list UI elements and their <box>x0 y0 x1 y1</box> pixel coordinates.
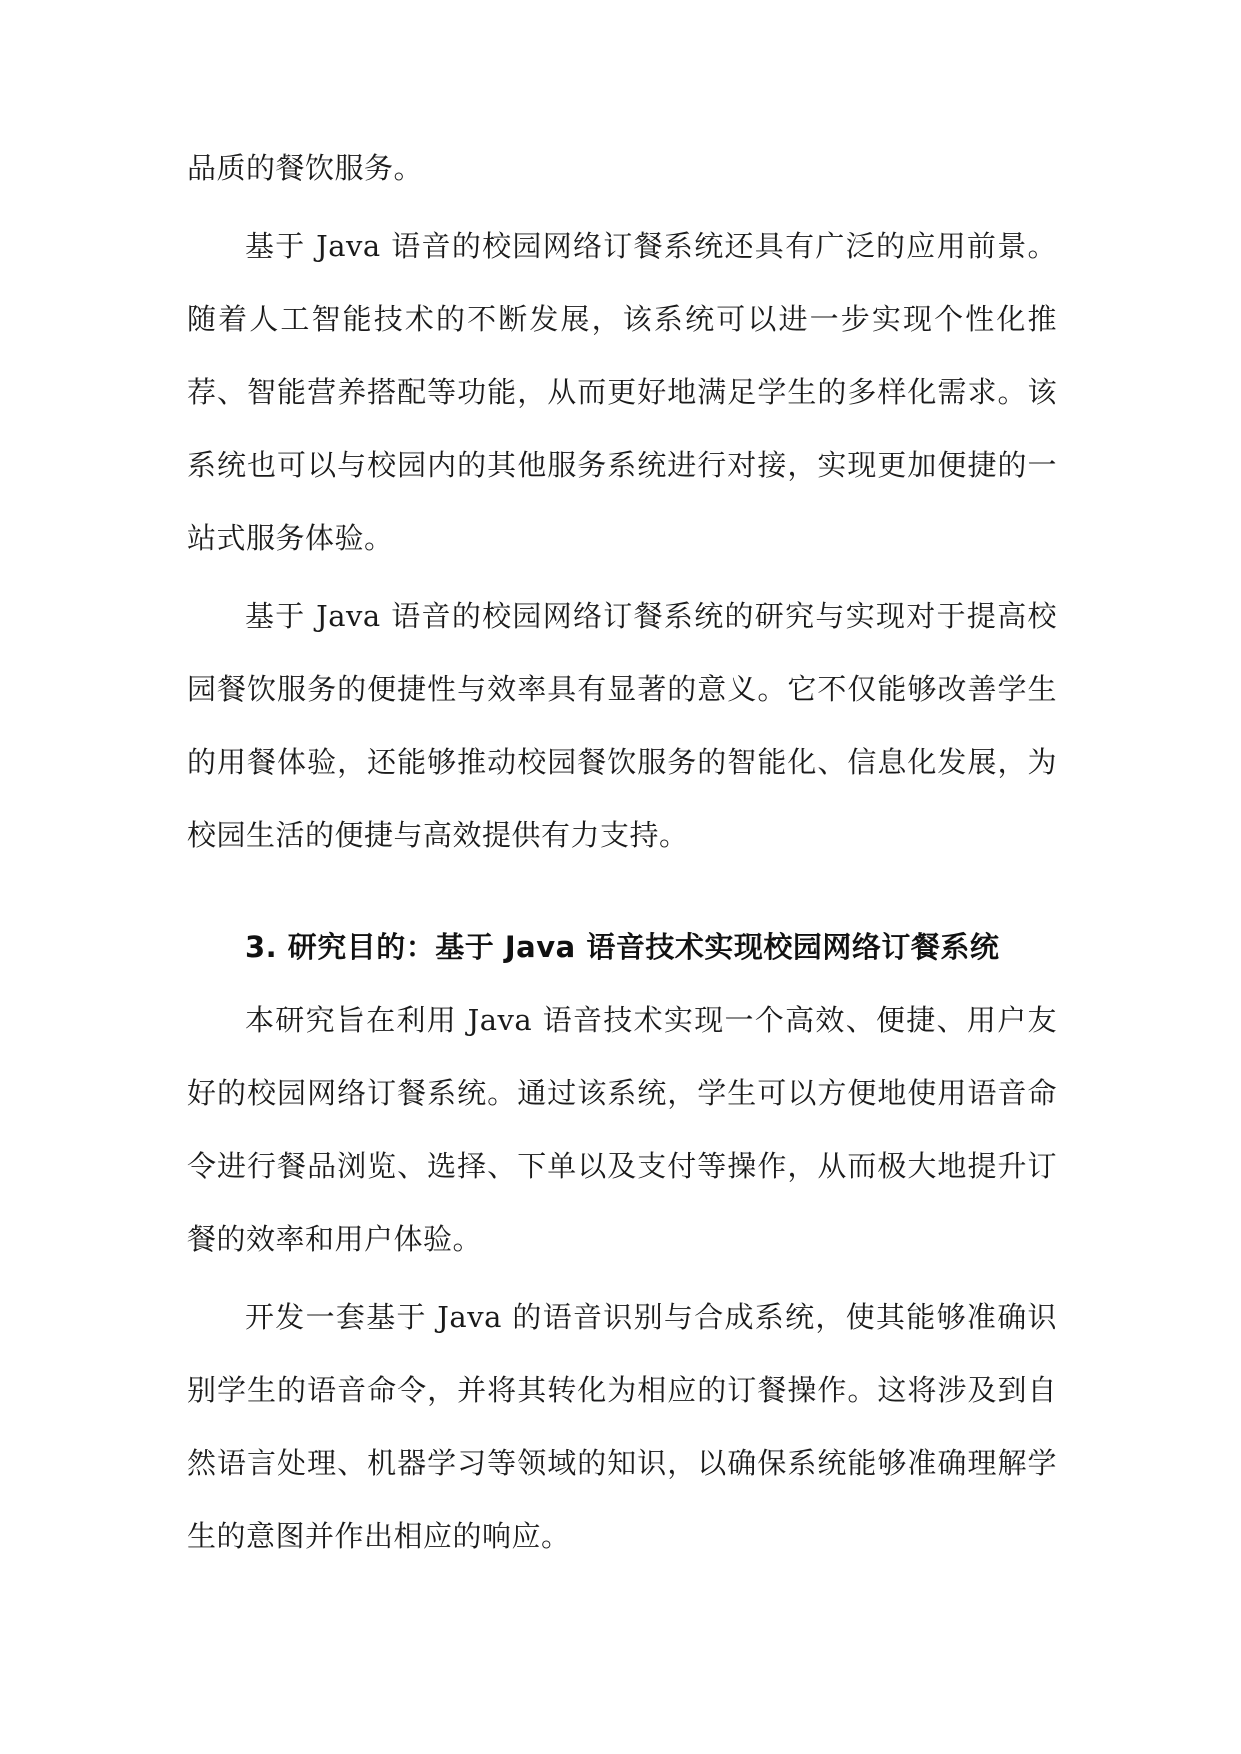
paragraph-application-prospects: 基于 Java 语音的校园网络订餐系统还具有广泛的应用前景。随着人工智能技术的不断发展，该系统可以进一步实现个性化推荐、智能营养搭配等功能，从而更好地满足学生的多样化需求。该系统也可以与校园内的其他服务系统进行对接，实现更加便捷的一站式服务体验。 <box>187 229 1057 555</box>
continuation-text: 品质的餐饮服务。 <box>187 151 424 185</box>
document-body <box>187 132 1057 1573</box>
section-heading: 3. 研究目的：基于 Java 语音技术实现校园网络订餐系统 <box>245 930 1000 964</box>
paragraph-speech-system: 开发一套基于 Java 的语音识别与合成系统，使其能够准确识别学生的语音命令，并将其转化为相应的订餐操作。这将涉及到自然语言处理、机器学习等领域的知识，以确保系统能够准确理解学生的意图并作出相应的响应。 <box>187 1300 1057 1553</box>
paragraph-research-goal: 本研究旨在利用 Java 语音技术实现一个高效、便捷、用户友好的校园网络订餐系统。通过该系统，学生可以方便地使用语音命令进行餐品浏览、选择、下单以及支付等操作，从而极大地提升订餐的效率和用户体验。 <box>187 1003 1057 1256</box>
paragraph-significance: 基于 Java 语音的校园网络订餐系统的研究与实现对于提高校园餐饮服务的便捷性与效率具有显著的意义。它不仅能够改善学生的用餐体验，还能够推动校园餐饮服务的智能化、信息化发展，为校园生活的便捷与高效提供有力支持。 <box>187 599 1057 852</box>
